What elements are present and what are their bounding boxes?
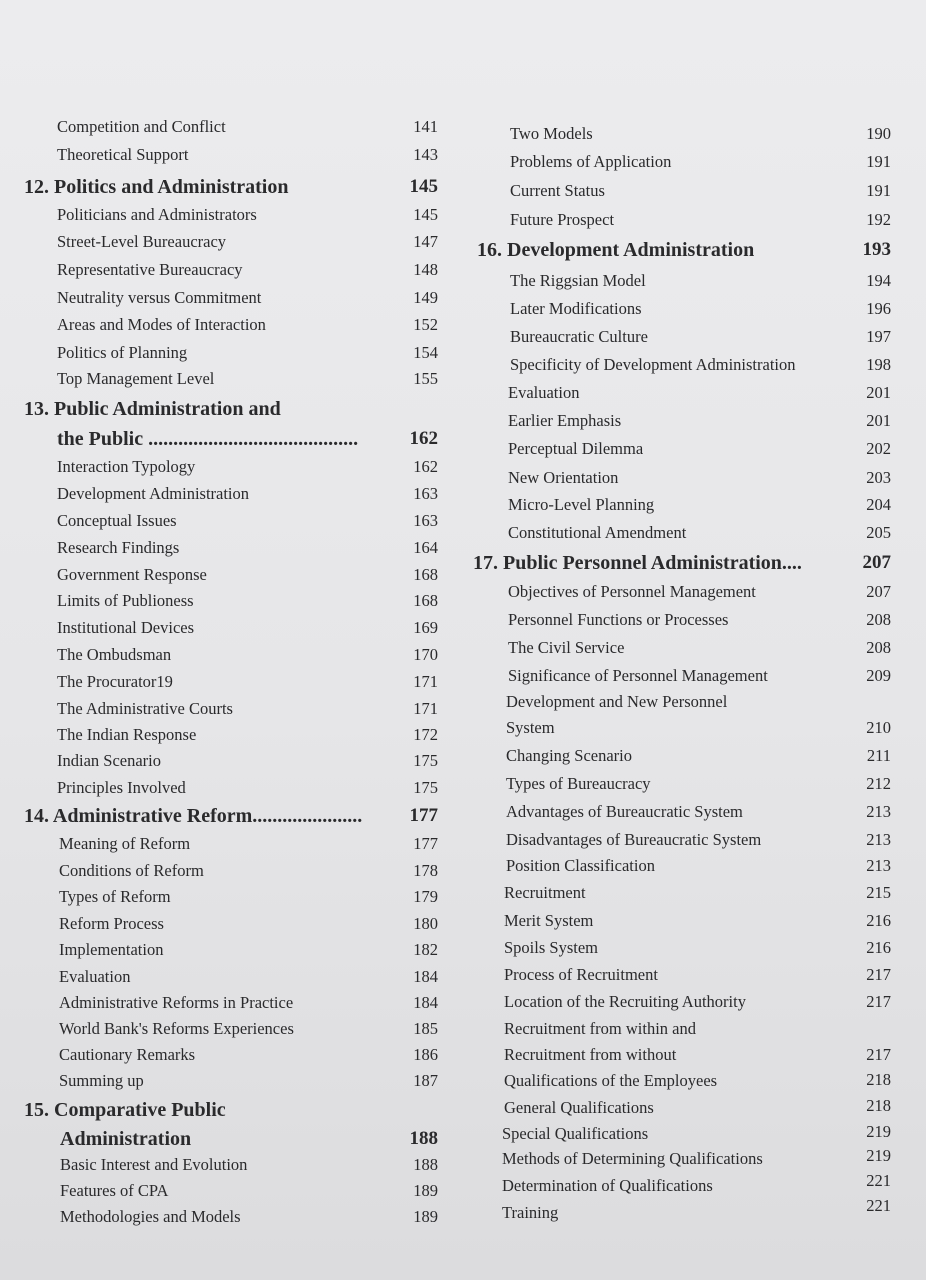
page-number: 207	[862, 552, 891, 573]
page-number: 172	[413, 725, 438, 744]
chapter-title: 14. Administrative Reform......................	[24, 805, 363, 827]
section-title: Street-Level Bureaucracy	[57, 232, 227, 251]
toc-entry	[0, 202, 463, 228]
toc-entry	[0, 229, 463, 255]
section-title: Competition and Conflict	[57, 117, 226, 136]
section-title: General Qualifications	[504, 1098, 654, 1117]
page-number: 162	[409, 428, 438, 449]
page-number: 193	[862, 239, 891, 260]
chapter-title: the Public ..........................................	[57, 428, 359, 450]
section-title: Politicians and Administrators	[57, 205, 257, 224]
toc-entry	[0, 481, 463, 507]
section-title: Position Classification	[506, 856, 655, 875]
page-number: 204	[866, 495, 891, 514]
section-title: The Administrative Courts	[57, 699, 233, 718]
section-title: Determination of Qualifications	[502, 1176, 713, 1195]
toc-chapter-entry	[0, 1097, 463, 1123]
toc-entry	[463, 935, 926, 961]
section-title: Earlier Emphasis	[508, 411, 622, 430]
page-number: 202	[866, 439, 891, 458]
page-number: 208	[866, 610, 891, 629]
page-number: 191	[866, 152, 891, 171]
section-title: The Riggsian Model	[510, 271, 646, 290]
section-title: Administrative Reforms in Practice	[59, 993, 294, 1012]
toc-entry	[463, 408, 926, 434]
toc-entry	[0, 588, 463, 614]
section-title: Two Models	[510, 124, 593, 143]
page-number: 162	[413, 457, 438, 476]
toc-entry	[0, 285, 463, 311]
page-number: 180	[413, 914, 438, 933]
page-number: 219	[866, 1146, 891, 1165]
toc-entry	[0, 748, 463, 774]
page-number: 171	[413, 672, 438, 691]
section-title: Research Findings	[57, 538, 180, 557]
section-title: Evaluation	[508, 383, 580, 402]
toc-entry	[0, 508, 463, 534]
page-number: 149	[413, 288, 438, 307]
section-title: Qualifications of the Employees	[504, 1071, 718, 1090]
page-number: 201	[866, 383, 891, 402]
section-title: The Ombudsman	[57, 645, 172, 664]
toc-entry	[0, 1152, 463, 1178]
toc-entry	[463, 799, 926, 825]
chapter-title: 13. Public Administration and	[24, 398, 281, 420]
page-number: 212	[866, 774, 891, 793]
toc-entry	[463, 962, 926, 988]
page-number: 198	[866, 355, 891, 374]
section-title: Bureaucratic Culture	[510, 327, 648, 346]
page-number: 145	[409, 176, 438, 197]
toc-entry	[0, 366, 463, 392]
toc-entry	[0, 775, 463, 801]
section-title: Significance of Personnel Management	[508, 666, 768, 685]
toc-entry	[463, 296, 926, 322]
section-title: Location of the Recruiting Authority	[504, 992, 746, 1011]
page-number: 141	[413, 117, 438, 136]
toc-chapter-entry	[463, 237, 926, 263]
toc-entry	[0, 858, 463, 884]
section-title: Principles Involved	[57, 778, 186, 797]
page-number: 192	[866, 210, 891, 229]
section-title: Types of Reform	[59, 887, 171, 906]
toc-entry	[463, 579, 926, 605]
toc-entry	[0, 990, 463, 1016]
toc-entry	[463, 1068, 926, 1094]
page-number: 217	[866, 992, 891, 1011]
page-number: 211	[866, 746, 891, 765]
page-number: 164	[413, 538, 438, 557]
section-title: Recruitment from within and	[504, 1019, 696, 1038]
page-number: 190	[866, 124, 891, 143]
page-number: 215	[866, 883, 891, 902]
section-title: The Indian Response	[57, 725, 197, 744]
section-title: Interaction Typology	[57, 457, 196, 476]
toc-chapter-entry	[463, 550, 926, 576]
page-number: 219	[866, 1122, 891, 1141]
toc-chapter-entry	[0, 396, 463, 422]
toc-entry	[463, 149, 926, 175]
section-title: Objectives of Personnel Management	[508, 582, 756, 601]
toc-chapter-entry	[0, 803, 463, 829]
page-number: 197	[866, 327, 891, 346]
section-title: Meaning of Reform	[59, 834, 191, 853]
section-title: Reform Process	[59, 914, 164, 933]
page-number: 217	[866, 1045, 891, 1064]
toc-entry	[0, 615, 463, 641]
toc-entry	[0, 312, 463, 338]
page-number: 177	[413, 834, 438, 853]
section-title: Later Modifications	[510, 299, 642, 318]
section-title: System	[506, 718, 555, 737]
section-title: The Civil Service	[508, 638, 625, 657]
chapter-title: 16. Development Administration	[477, 239, 755, 261]
page-number: 168	[413, 565, 438, 584]
page-number: 155	[413, 369, 438, 388]
section-title: World Bank's Reforms Experiences	[59, 1019, 294, 1038]
section-title: Specificity of Development Administration	[510, 355, 796, 374]
section-title: Features of CPA	[60, 1181, 169, 1200]
section-title: Perceptual Dilemma	[508, 439, 644, 458]
section-title: Implementation	[59, 940, 164, 959]
page-number: 217	[866, 965, 891, 984]
toc-entry	[463, 607, 926, 633]
toc-entry	[0, 1178, 463, 1204]
page-number: 191	[866, 181, 891, 200]
page-number: 152	[413, 315, 438, 334]
section-title: Constitutional Amendment	[508, 523, 687, 542]
toc-entry	[0, 535, 463, 561]
chapter-title: 15. Comparative Public	[24, 1099, 226, 1121]
chapter-title: 12. Politics and Administration	[24, 176, 289, 198]
section-title: Summing up	[59, 1071, 144, 1090]
page-number: 182	[413, 940, 438, 959]
page-number: 154	[413, 343, 438, 362]
page-number: 175	[413, 751, 438, 770]
toc-entry	[463, 178, 926, 204]
toc-entry	[0, 454, 463, 480]
section-title: Evaluation	[59, 967, 131, 986]
toc-entry	[463, 827, 926, 853]
section-title: Personnel Functions or Processes	[508, 610, 729, 629]
page-number: 205	[866, 523, 891, 542]
toc-chapter-entry	[0, 426, 463, 452]
page-number: 187	[413, 1071, 438, 1090]
section-title: Institutional Devices	[57, 618, 195, 637]
section-title: Merit System	[504, 911, 594, 930]
page-number: 194	[866, 271, 891, 290]
page-number: 188	[413, 1155, 438, 1174]
toc-entry	[463, 989, 926, 1015]
page-number: 213	[866, 802, 891, 821]
toc-entry	[463, 436, 926, 462]
section-title: Recruitment	[504, 883, 586, 902]
page-number: 147	[413, 232, 438, 251]
page-number: 175	[413, 778, 438, 797]
section-title: Disadvantages of Bureaucratic System	[506, 830, 762, 849]
toc-entry	[463, 324, 926, 350]
section-title: The Procurator19	[57, 672, 173, 691]
toc-entry	[463, 715, 926, 741]
toc-entry	[0, 1068, 463, 1094]
toc-entry	[463, 520, 926, 546]
section-title: Recruitment from without	[504, 1045, 677, 1064]
section-title: Basic Interest and Evolution	[60, 1155, 248, 1174]
page-number: 196	[866, 299, 891, 318]
toc-entry	[463, 743, 926, 769]
page-number: 189	[413, 1207, 438, 1226]
toc-entry	[463, 771, 926, 797]
section-title: Special Qualifications	[502, 1124, 649, 1143]
toc-entry	[0, 696, 463, 722]
page-number: 203	[866, 468, 891, 487]
section-title: Development Administration	[57, 484, 250, 503]
page-number: 221	[866, 1171, 891, 1190]
toc-chapter-entry	[0, 174, 463, 200]
page-number: 170	[413, 645, 438, 664]
toc-entry	[463, 1095, 926, 1121]
toc-entry	[0, 142, 463, 168]
chapter-title: 17. Public Personnel Administration....	[473, 552, 802, 574]
page-number: 148	[413, 260, 438, 279]
page-number: 188	[409, 1128, 438, 1149]
toc-entry	[0, 114, 463, 140]
page-number: 221	[866, 1196, 891, 1215]
toc-entry	[463, 880, 926, 906]
page-number: 179	[413, 887, 438, 906]
page-number: 207	[866, 582, 891, 601]
page-number: 209	[866, 666, 891, 685]
page-number: 168	[413, 591, 438, 610]
toc-entry	[0, 669, 463, 695]
toc-entry	[0, 1016, 463, 1042]
section-title: Limits of Publioness	[57, 591, 194, 610]
page-number: 189	[413, 1181, 438, 1200]
section-title: New Orientation	[508, 468, 619, 487]
page-number: 184	[413, 967, 438, 986]
toc-entry	[463, 663, 926, 689]
section-title: Methodologies and Models	[60, 1207, 241, 1226]
page-number: 218	[866, 1070, 891, 1089]
section-title: Process of Recruitment	[504, 965, 658, 984]
section-title: Changing Scenario	[506, 746, 633, 765]
toc-entry	[463, 121, 926, 147]
page-number: 210	[866, 718, 891, 737]
page-number: 208	[866, 638, 891, 657]
section-title: Advantages of Bureaucratic System	[506, 802, 743, 821]
chapter-title: Administration	[60, 1128, 192, 1150]
toc-entry	[463, 635, 926, 661]
page-number: 213	[866, 830, 891, 849]
page-number: 163	[413, 484, 438, 503]
toc-entry	[0, 562, 463, 588]
section-title: Development and New Personnel	[506, 692, 728, 711]
section-title: Current Status	[510, 181, 605, 200]
toc-entry	[0, 257, 463, 283]
page-number: 177	[409, 805, 438, 826]
toc-entry	[463, 908, 926, 934]
page-number: 201	[866, 411, 891, 430]
toc-entry	[0, 911, 463, 937]
toc-entry	[463, 689, 926, 715]
toc-entry	[0, 1204, 463, 1230]
toc-entry	[0, 642, 463, 668]
section-title: Areas and Modes of Interaction	[57, 315, 266, 334]
page-number: 213	[866, 856, 891, 875]
toc-entry	[463, 207, 926, 233]
section-title: Representative Bureaucracy	[57, 260, 243, 279]
page-number: 218	[866, 1096, 891, 1115]
section-title: Theoretical Support	[57, 145, 189, 164]
section-title: Cautionary Remarks	[59, 1045, 196, 1064]
page-number: 171	[413, 699, 438, 718]
toc-entry	[463, 492, 926, 518]
page-number: 145	[413, 205, 438, 224]
section-title: Future Prospect	[510, 210, 615, 229]
page-number: 169	[413, 618, 438, 637]
page-number: 216	[866, 911, 891, 930]
toc-entry	[463, 268, 926, 294]
toc-entry	[463, 1016, 926, 1042]
section-title: Training	[502, 1203, 559, 1222]
toc-entry	[0, 722, 463, 748]
toc-entry	[463, 380, 926, 406]
section-title: Conditions of Reform	[59, 861, 204, 880]
toc-entry	[463, 853, 926, 879]
section-title: Government Response	[57, 565, 207, 584]
toc-entry	[0, 964, 463, 990]
toc-entry	[463, 352, 926, 378]
section-title: Top Management Level	[57, 369, 215, 388]
toc-entry	[0, 340, 463, 366]
toc-entry	[0, 884, 463, 910]
toc-chapter-entry	[0, 1126, 463, 1152]
toc-entry	[463, 1196, 926, 1226]
page-number: 143	[413, 145, 438, 164]
toc-entry	[463, 1042, 926, 1068]
section-title: Types of Bureaucracy	[506, 774, 651, 793]
toc-entry	[463, 465, 926, 491]
section-title: Indian Scenario	[57, 751, 162, 770]
page-number: 216	[866, 938, 891, 957]
toc-entry	[0, 1042, 463, 1068]
section-title: Problems of Application	[510, 152, 672, 171]
section-title: Conceptual Issues	[57, 511, 177, 530]
toc-entry	[0, 831, 463, 857]
page-number: 184	[413, 993, 438, 1012]
page-number: 185	[413, 1019, 438, 1038]
section-title: Politics of Planning	[57, 343, 188, 362]
section-title: Neutrality versus Commitment	[57, 288, 262, 307]
page-number: 178	[413, 861, 438, 880]
page-number: 186	[413, 1045, 438, 1064]
toc-entry	[0, 937, 463, 963]
section-title: Methods of Determining Qualifications	[502, 1149, 763, 1168]
section-title: Spoils System	[504, 938, 598, 957]
page-number: 163	[413, 511, 438, 530]
section-title: Micro-Level Planning	[508, 495, 655, 514]
